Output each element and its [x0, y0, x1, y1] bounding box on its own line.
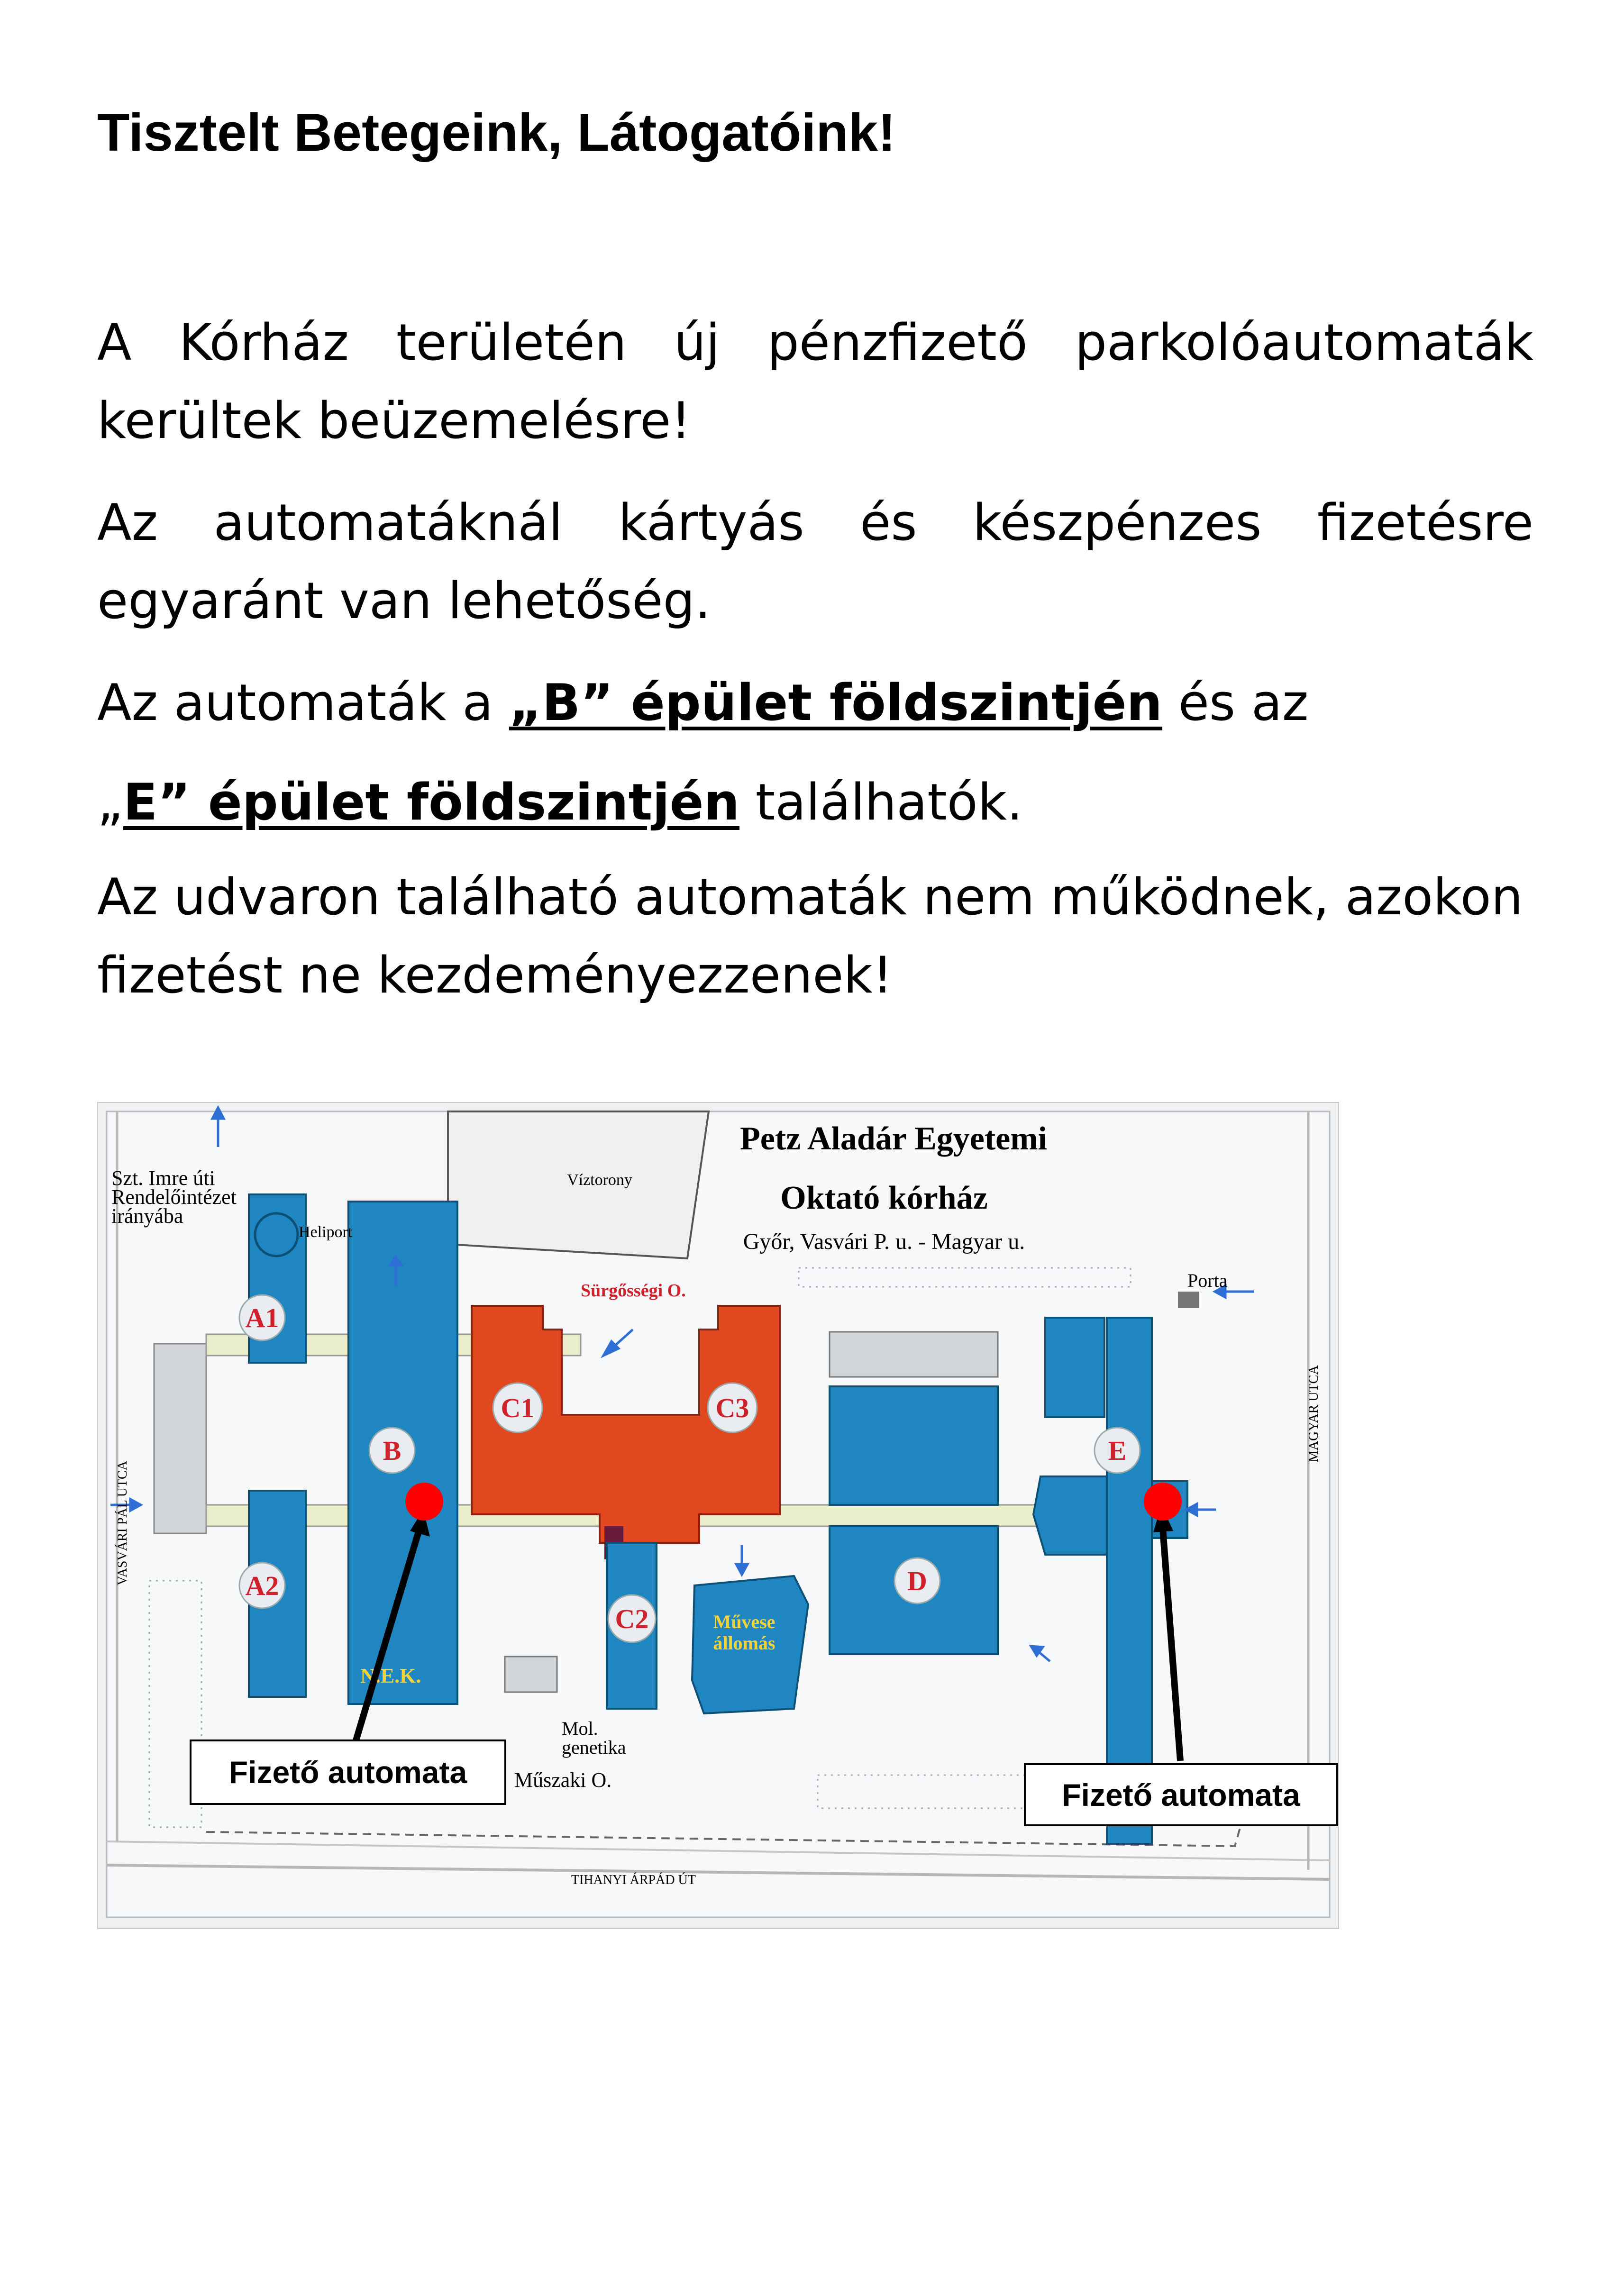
gray-building-west: [154, 1344, 206, 1533]
svg-text:A2: A2: [245, 1570, 279, 1601]
heliport-pad: [255, 1213, 298, 1256]
heliport-label: Heliport: [299, 1223, 353, 1241]
building-e-north: [1045, 1318, 1104, 1417]
svg-text:A1: A1: [245, 1302, 279, 1333]
text-fragment: találhatók.: [739, 773, 1023, 831]
svg-text:C1: C1: [501, 1393, 535, 1423]
payment-marker-e: [1144, 1483, 1182, 1521]
direction-label-line2: Rendelőintézet: [111, 1185, 237, 1209]
building-e-ground-floor: E” épület földszintjén: [123, 773, 740, 831]
text-fragment: „: [97, 773, 123, 831]
svg-text:C3: C3: [715, 1393, 749, 1423]
paragraph-payment-options: Az automatáknál kártyás és készpénzes fizetésre egyaránt van lehetőség.: [97, 493, 1533, 630]
callout-payment-machine-b: Fizető automata: [190, 1739, 506, 1805]
bubble-b: [369, 1428, 415, 1473]
muszaki-label: Műszaki O.: [514, 1768, 612, 1792]
direction-label-line3: irányába: [111, 1204, 183, 1228]
map-title-line2: Oktató kórház: [780, 1180, 988, 1216]
hospital-site-map: [97, 1102, 1339, 1929]
payment-marker-b: [405, 1483, 443, 1521]
svg-text:D: D: [907, 1566, 927, 1596]
direction-label-line1: Szt. Imre úti: [111, 1166, 215, 1190]
dialysis-label-line1: Művese: [713, 1611, 776, 1632]
paragraph-new-machines: A Kórház területén új pénzfizető parkolóautomaták kerültek beüzemelésre!: [97, 313, 1533, 450]
bubble-a1: [239, 1295, 285, 1340]
mol-label-line1: Mol.: [562, 1718, 598, 1739]
map-address: Győr, Vasvári P. u. - Magyar u.: [743, 1229, 1025, 1254]
svg-text:C2: C2: [615, 1603, 649, 1634]
bubble-a2: [239, 1563, 285, 1608]
building-e-west: [1033, 1476, 1107, 1555]
bubble-c2: [608, 1595, 656, 1642]
text-fragment: és az: [1162, 674, 1309, 732]
porta-label: Porta: [1187, 1270, 1228, 1291]
street-magyar: MAGYAR UTCA: [1306, 1365, 1321, 1462]
bubble-d: [894, 1558, 940, 1603]
street-vasvari: VASVÁRI PÁL UTCA: [115, 1461, 130, 1585]
paragraph-location-e: [97, 763, 1533, 841]
page-heading: Tisztelt Betegeink, Látogatóink!: [97, 103, 896, 162]
gray-building-north: [830, 1332, 998, 1377]
gray-building-small: [505, 1657, 557, 1692]
map-title-line1: Petz Aladár Egyetemi: [740, 1120, 1047, 1157]
porta-building: [1178, 1292, 1199, 1308]
svg-text:E: E: [1108, 1435, 1127, 1466]
water-tower-label: Víztorony: [567, 1171, 632, 1189]
bubble-c1: [493, 1383, 542, 1432]
svg-text:B: B: [383, 1435, 401, 1466]
bubble-e: [1095, 1428, 1140, 1473]
street-tihanyi: TIHANYI ÁRPÁD ÚT: [571, 1873, 696, 1887]
building-b-ground-floor: „B” épület földszintjén: [509, 674, 1163, 732]
emergency-label: Sürgősségi O.: [581, 1281, 686, 1301]
nek-label: N.E.K.: [360, 1664, 421, 1687]
paragraph-location-b: [97, 664, 1533, 742]
mol-label-line2: genetika: [562, 1737, 626, 1758]
bubble-c3: [708, 1383, 757, 1432]
dialysis-label-line2: állomás: [713, 1632, 776, 1654]
building-d-north: [830, 1386, 998, 1505]
text-fragment: Az automaták a: [97, 674, 509, 732]
paragraph-warning: Az udvaron található automaták nem működnek, azokon fizetést ne kezdeményezzenek!: [97, 868, 1523, 1004]
callout-payment-machine-e: Fizető automata: [1024, 1763, 1338, 1826]
